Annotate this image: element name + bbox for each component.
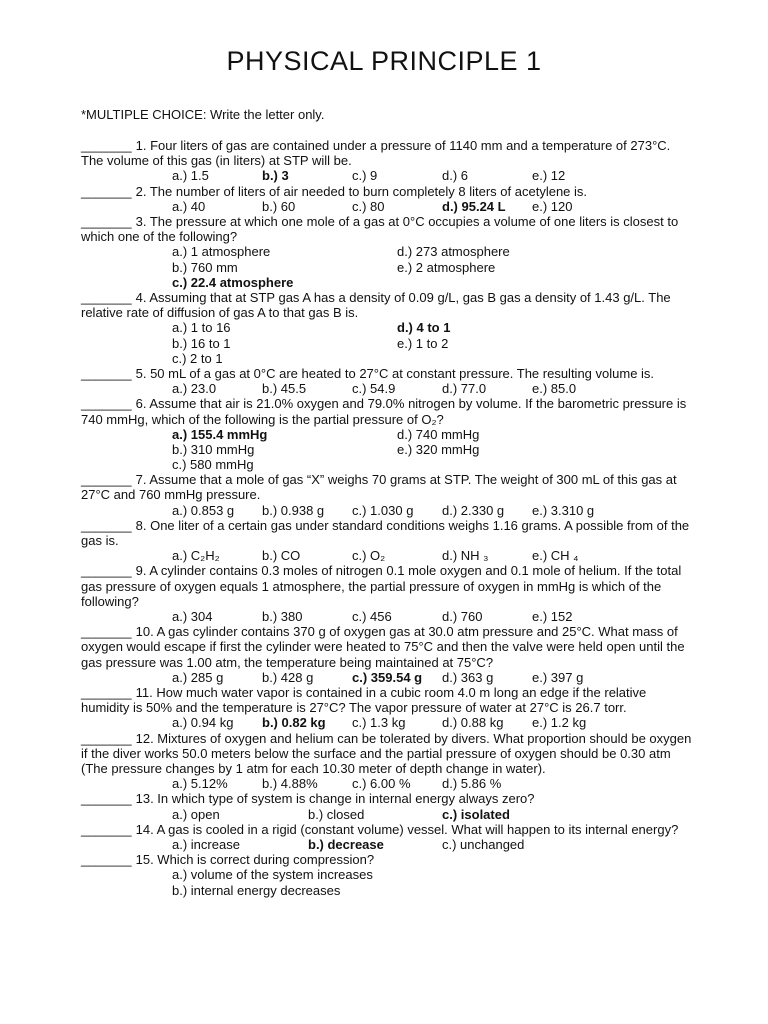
option-a: a.) C₂H₂: [172, 548, 220, 564]
option-d: d.) 77.0: [442, 381, 487, 397]
question-text: 4. Assuming that at STP gas A has a density of 0.09 g/L, gas B gas a density of 1.43 g/L. The relative rate of diffusion of gas A to that gas B is.: [81, 289, 671, 321]
option-a: a.) 0.853 g: [172, 502, 235, 518]
question-15: [81, 852, 696, 867]
question-4: [81, 290, 696, 320]
answer-blank[interactable]: _______: [81, 685, 132, 701]
question-text: 8. One liter of a certain gas under standard conditions weighs 1.16 grams. A possible from of the gas is.: [81, 517, 690, 549]
option-b: b.) 45.5: [262, 381, 307, 397]
option-d: d.) 95.24 L: [442, 198, 506, 214]
option-c: c.) 6.00 %: [352, 776, 411, 792]
question-text: 11. How much water vapor is contained in a cubic room 4.0 m long an edge if the relative humidity is 50% and the temperature is 27°C? The vapor pressure of water at 27°C is 26.7 torr.: [81, 685, 647, 716]
answer-blank[interactable]: _______: [81, 183, 132, 199]
option-e: e.) 2 atmosphere: [397, 259, 496, 275]
option-d: d.) 740 mmHg: [397, 426, 480, 442]
option-e: e.) 1 to 2: [397, 335, 449, 351]
option-a: a.) 1.5: [172, 168, 209, 184]
option-b: b.) 0.938 g: [262, 502, 325, 518]
option-a: a.) 155.4 mmHg: [172, 426, 268, 442]
question-11: [81, 685, 696, 715]
answer-blank[interactable]: _______: [81, 624, 132, 640]
answer-blank[interactable]: _______: [81, 396, 132, 412]
option-d: d.) 760: [442, 609, 483, 625]
option-c: c.) 2 to 1: [172, 350, 223, 366]
answer-blank[interactable]: _______: [81, 821, 132, 837]
question-text: 1. Four liters of gas are contained under a pressure of 1140 mm and a temperature of 273°C. The volume of this gas (in liters) at STP will be.: [81, 138, 671, 169]
option-c: c.) 580 mmHg: [172, 457, 254, 473]
option-b: b.) 428 g: [262, 669, 314, 685]
option-b: b.) 380: [262, 609, 303, 625]
option-e: e.) 3.310 g: [532, 502, 595, 518]
question-14: [81, 822, 696, 837]
option-b: b.) 760 mm: [172, 259, 238, 275]
question-3: [81, 214, 696, 244]
question-10: [81, 624, 696, 670]
option-a: a.) 304: [172, 609, 213, 625]
option-c: c.) 1.030 g: [352, 502, 414, 518]
option-a: a.) 40: [172, 198, 206, 214]
question-text: 10. A gas cylinder contains 370 g of oxygen gas at 30.0 atm pressure and 25°C. What mass of oxygen would escape if first the cylinder were heated to 75°C and then the valve were held open until the gas pressure was 1.00 atm, the temperature being maintained at 75°C?: [81, 624, 685, 670]
answer-blank[interactable]: _______: [81, 517, 132, 533]
option-a: a.) 5.12%: [172, 776, 228, 792]
option-d: d.) 6: [442, 168, 469, 184]
option-d: d.) 2.330 g: [442, 502, 505, 518]
option-a: a.) 0.94 kg: [172, 715, 234, 731]
option-a: a.) 1 to 16: [172, 320, 231, 336]
option-a: a.) 285 g: [172, 669, 224, 685]
option-e: e.) CH ₄: [532, 548, 579, 564]
option-d: d.) 5.86 %: [442, 776, 502, 792]
option-c: c.) 359.54 g: [352, 669, 423, 685]
question-text: 9. A cylinder contains 0.3 moles of nitrogen 0.1 mole oxygen and 0.1 mole of helium. If the total gas pressure of oxygen equals 1 atmosphere, the partial pressure of oxygen in mmHg is which of the following?: [81, 563, 682, 609]
answer-blank[interactable]: _______: [81, 791, 132, 807]
question-text: 12. Mixtures of oxygen and helium can be tolerated by divers. What proportion should be oxygen if the diver works 50.0 meters below the surface and the partial pressure of oxygen should be 0.30 atm (The pressure changes by 1 atm for each 10.30 meter of depth change in water).: [81, 730, 692, 777]
instructions: *MULTIPLE CHOICE: Write the letter only.: [81, 107, 325, 122]
option-b: b.) decrease: [308, 837, 384, 853]
option-c: c.) 54.9: [352, 381, 396, 397]
option-e: e.) 397 g: [532, 669, 584, 685]
option-a: a.) volume of the system increases: [172, 867, 373, 883]
option-a: a.) 23.0: [172, 381, 217, 397]
question-12: [81, 731, 696, 777]
answer-blank[interactable]: _______: [81, 472, 132, 488]
option-c: c.) 1.3 kg: [352, 715, 406, 731]
option-c: c.) isolated: [442, 806, 510, 822]
answer-blank[interactable]: _______: [81, 213, 132, 229]
option-c: c.) 9: [352, 168, 378, 184]
option-e: e.) 12: [532, 168, 566, 184]
option-b: b.) 3: [262, 168, 289, 184]
option-c: c.) unchanged: [442, 837, 525, 853]
question-7: [81, 472, 696, 502]
option-e: e.) 320 mmHg: [397, 441, 480, 457]
option-a: a.) increase: [172, 837, 240, 853]
option-b: b.) 0.82 kg: [262, 715, 326, 731]
question-text: 3. The pressure at which one mole of a gas at 0°C occupies a volume of one liters is closest to which one of the following?: [81, 213, 679, 245]
option-c: c.) O₂: [352, 548, 386, 564]
answer-blank[interactable]: _______: [81, 289, 132, 305]
question-1: [81, 138, 696, 168]
option-d: d.) NH ₃: [442, 548, 489, 564]
option-b: b.) internal energy decreases: [172, 882, 341, 898]
option-b: b.) 310 mmHg: [172, 441, 255, 457]
question-6: [81, 396, 696, 426]
option-b: b.) 60: [262, 198, 296, 214]
question-text: 6. Assume that air is 21.0% oxygen and 79.0% nitrogen by volume. If the barometric pressure is 740 mmHg, which of the following is the partial pressure of O₂?: [81, 396, 687, 427]
option-c: c.) 22.4 atmosphere: [172, 274, 294, 290]
answer-blank[interactable]: _______: [81, 563, 132, 579]
option-d: d.) 0.88 kg: [442, 715, 504, 731]
question-text: 5. 50 mL of a gas at 0°C are heated to 27°C at constant pressure. The resulting volume is.: [135, 365, 655, 381]
option-a: a.) 1 atmosphere: [172, 244, 271, 260]
question-5: [81, 366, 696, 381]
question-text: 15. Which is correct during compression?: [135, 852, 375, 868]
question-13: [81, 791, 696, 806]
question-9: [81, 563, 696, 609]
option-b: b.) CO: [262, 548, 301, 564]
answer-blank[interactable]: _______: [81, 138, 132, 153]
option-c: c.) 80: [352, 198, 385, 214]
option-d: d.) 4 to 1: [397, 320, 451, 336]
page-title: PHYSICAL PRINCIPLE 1: [226, 46, 542, 76]
question-list: [81, 138, 696, 898]
answer-blank[interactable]: _______: [81, 730, 132, 746]
option-e: e.) 120: [532, 198, 573, 214]
option-d: d.) 363 g: [442, 669, 494, 685]
question-text: 7. Assume that a mole of gas “X” weighs 70 grams at STP. The weight of 300 mL of this gas at 27°C and 760 mmHg pressure.: [81, 472, 677, 503]
option-b: b.) 4.88%: [262, 776, 318, 792]
answer-blank[interactable]: _______: [81, 365, 132, 381]
question-text: 14. A gas is cooled in a rigid (constant volume) vessel. What will happen to its internal energy?: [135, 821, 679, 837]
answer-blank[interactable]: _______: [81, 852, 132, 868]
option-a: a.) open: [172, 806, 220, 822]
option-d: d.) 273 atmosphere: [397, 244, 510, 260]
option-b: b.) 16 to 1: [172, 335, 231, 351]
option-e: e.) 85.0: [532, 381, 577, 397]
option-e: e.) 152: [532, 609, 573, 625]
question-text: 2. The number of liters of air needed to burn completely 8 liters of acetylene is.: [135, 183, 588, 199]
question-text: 13. In which type of system is change in internal energy always zero?: [135, 791, 535, 807]
option-b: b.) closed: [308, 806, 365, 822]
option-c: c.) 456: [352, 609, 392, 625]
option-e: e.) 1.2 kg: [532, 715, 587, 731]
question-8: [81, 518, 696, 548]
question-2: [81, 184, 696, 199]
